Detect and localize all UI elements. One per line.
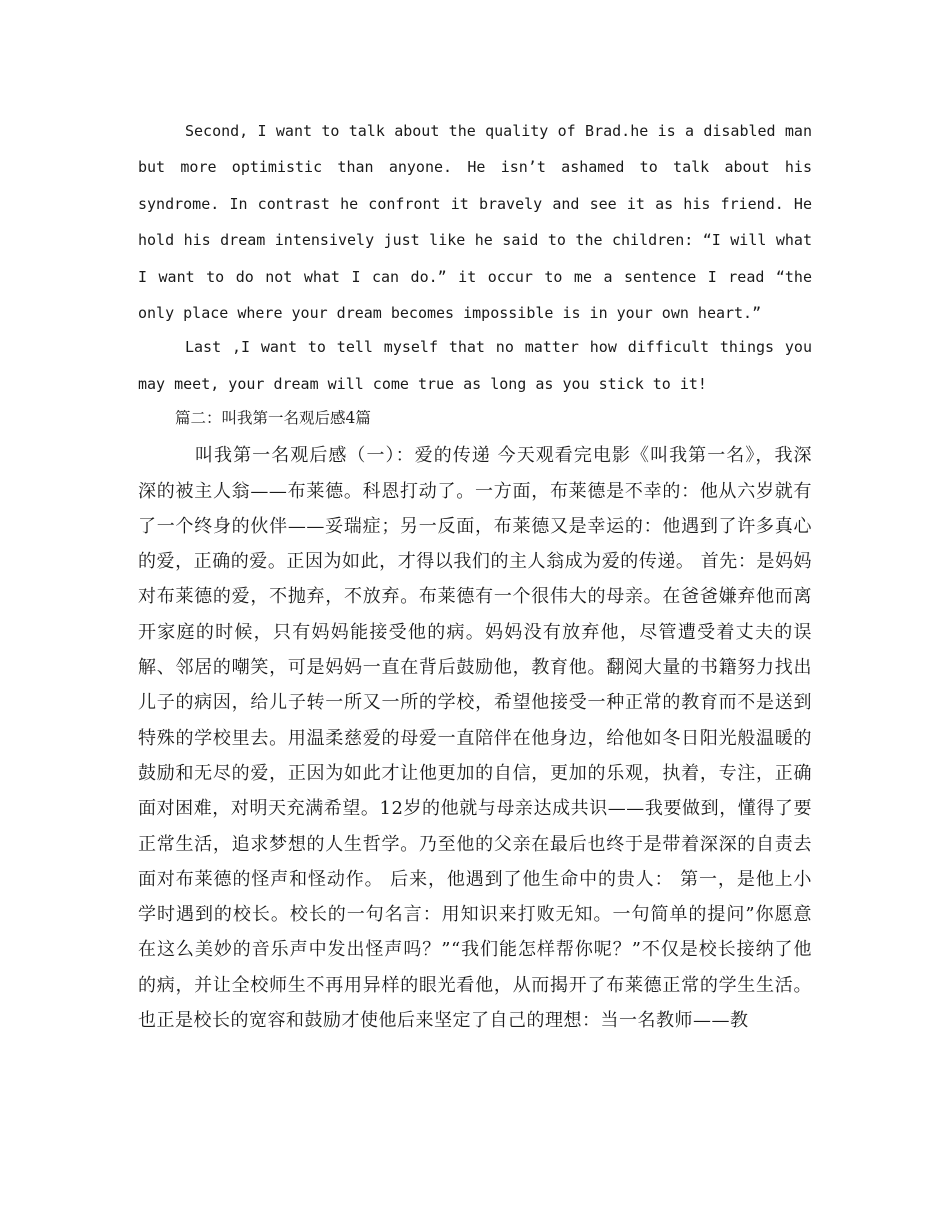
paragraph-english-2: Last ,I want to tell myself that no matter how difficult things you may meet, your dream will come true as long as you stick to it! [138, 338, 812, 393]
section-heading: 篇二：叫我第一名观后感4篇 [175, 409, 371, 428]
document-body [138, 113, 812, 1038]
paragraph-english-1: Second, I want to talk about the quality of Brad.he is a disabled man but more optimistic than anyone. He isn’t ashamed to talk about his syndrome. In contrast he confront it bravely and see it as his friend. He hold his dream intensively just like he said to the children: “I will what I want to do not what I can do.” it occur to me a sentence I read “the only place where your dream becomes impossible is in your own heart.” [138, 122, 812, 323]
paragraph-chinese: 叫我第一名观后感（一）：爱的传递 今天观看完电影《叫我第一名》，我深深的被主人翁——布莱德。科恩打动了。一方面，布莱德是不幸的：他从六岁就有了一个终身的伙伴——妥瑞症；另一反面，布莱德又是幸运的：他遇到了许多真心的爱，正确的爱。正因为如此，才得以我们的主人翁成为爱的传递。 首先：是妈妈对布莱德的爱，不抛弃，不放弃。布莱德有一个很伟大的母亲。在爸爸嫌弃他而离开家庭的时候，只有妈妈能接受他的病。妈妈没有放弃他，尽管遭受着丈夫的误解、邻居的嘲笑，可是妈妈一直在背后鼓励他，教育他。翻阅大量的书籍努力找出儿子的病因，给儿子转一所又一所的学校，希望他接受一种正常的教育而不是送到特殊的学校里去。用温柔慈爱的母爱一直陪伴在他身边，给他如冬日阳光般温暖的鼓励和无尽的爱，正因为如此才让他更加的自信，更加的乐观，执着，专注，正确面对困难，对明天充满希望。12岁的他就与母亲达成共识——我要做到，懂得了要正常生活，追求梦想的人生哲学。乃至他的父亲在最后也终于是带着深深的自责去面对布莱德的怪声和怪动作。 后来，他遇到了他生命中的贵人： 第一，是他上小学时遇到的校长。校长的一句名言：用知识来打败无知。一句简单的提问”你愿意在这么美妙的音乐声中发出怪声吗？”“我们能怎样帮你呢？”不仅是校长接纳了他的病，并让全校师生不再用异样的眼光看他，从而揭开了布莱德正常的学生生活。也正是校长的宽容和鼓励才使他后来坚定了自己的理想：当一名教师——教 [138, 445, 812, 1031]
